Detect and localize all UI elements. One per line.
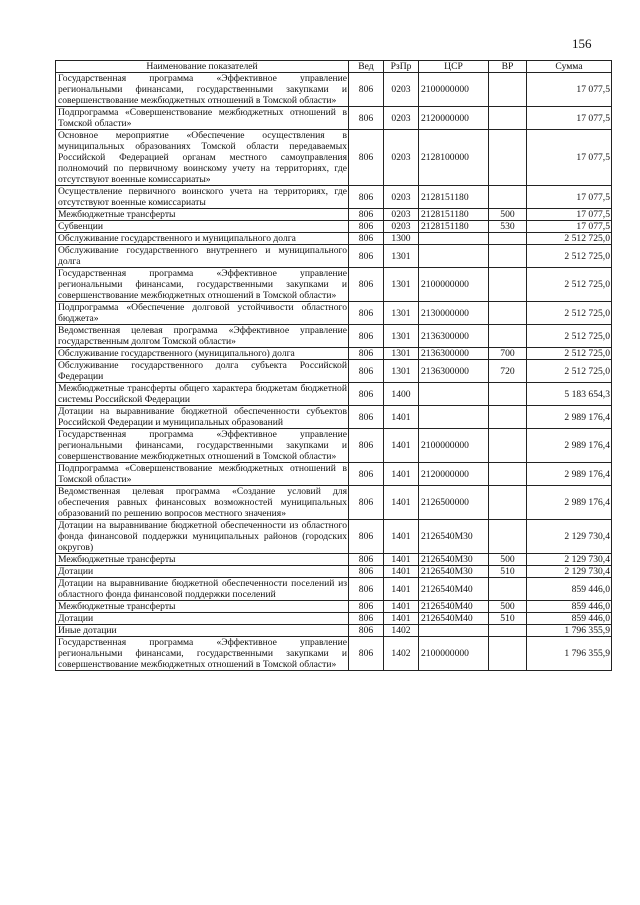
cell-vr bbox=[489, 245, 527, 268]
cell-sum: 2 512 725,0 bbox=[527, 360, 612, 383]
cell-name: Обслуживание государственного и муниципального долга bbox=[56, 233, 349, 245]
cell-sum: 1 796 355,9 bbox=[527, 637, 612, 671]
table-body bbox=[56, 73, 612, 671]
table-row bbox=[56, 463, 612, 486]
table-row bbox=[56, 601, 612, 613]
cell-rzpr: 1400 bbox=[384, 383, 419, 406]
cell-csr: 2126540М30 bbox=[419, 520, 489, 554]
cell-ved: 806 bbox=[349, 578, 384, 601]
cell-sum: 859 446,0 bbox=[527, 578, 612, 601]
cell-sum: 2 129 730,4 bbox=[527, 520, 612, 554]
cell-name: Подпрограмма «Совершенствование межбюджетных отношений в Томской области» bbox=[56, 463, 349, 486]
cell-rzpr: 1401 bbox=[384, 613, 419, 625]
cell-vr: 500 bbox=[489, 554, 527, 566]
page-number: 156 bbox=[572, 36, 592, 51]
cell-ved: 806 bbox=[349, 613, 384, 625]
cell-csr: 2120000000 bbox=[419, 107, 489, 130]
cell-csr: 2126540М40 bbox=[419, 613, 489, 625]
cell-rzpr: 1301 bbox=[384, 348, 419, 360]
cell-rzpr: 1402 bbox=[384, 625, 419, 637]
cell-vr: 720 bbox=[489, 360, 527, 383]
cell-rzpr: 1401 bbox=[384, 566, 419, 578]
cell-ved: 806 bbox=[349, 486, 384, 520]
cell-csr bbox=[419, 245, 489, 268]
table-row bbox=[56, 130, 612, 186]
cell-rzpr: 1401 bbox=[384, 520, 419, 554]
cell-sum: 2 512 725,0 bbox=[527, 233, 612, 245]
cell-csr: 2126540М30 bbox=[419, 554, 489, 566]
cell-ved: 806 bbox=[349, 233, 384, 245]
cell-rzpr: 1401 bbox=[384, 578, 419, 601]
cell-name: Дотации bbox=[56, 566, 349, 578]
cell-vr bbox=[489, 637, 527, 671]
header-rzpr: РзПр bbox=[384, 61, 419, 73]
table-row bbox=[56, 486, 612, 520]
cell-name: Государственная программа «Эффективное управление региональными финансами, государственными закупками и совершенствование межбюджетных отношений в Томской области» bbox=[56, 429, 349, 463]
cell-vr bbox=[489, 625, 527, 637]
cell-sum: 17 077,5 bbox=[527, 130, 612, 186]
cell-vr bbox=[489, 107, 527, 130]
header-name: Наименование показателей bbox=[56, 61, 349, 73]
cell-csr: 2126540М30 bbox=[419, 566, 489, 578]
table-row bbox=[56, 578, 612, 601]
cell-vr: 500 bbox=[489, 601, 527, 613]
table-row bbox=[56, 233, 612, 245]
cell-vr: 530 bbox=[489, 221, 527, 233]
cell-ved: 806 bbox=[349, 107, 384, 130]
cell-ved: 806 bbox=[349, 601, 384, 613]
cell-rzpr: 1401 bbox=[384, 463, 419, 486]
cell-csr: 2136300000 bbox=[419, 348, 489, 360]
cell-name: Государственная программа «Эффективное управление региональными финансами, государственными закупками и совершенствование межбюджетных отношений в Томской области» bbox=[56, 268, 349, 302]
cell-ved: 806 bbox=[349, 130, 384, 186]
cell-name: Осуществление первичного воинского учета на территориях, где отсутствуют военные комиссариаты bbox=[56, 186, 349, 209]
cell-sum: 17 077,5 bbox=[527, 209, 612, 221]
cell-rzpr: 1301 bbox=[384, 245, 419, 268]
cell-rzpr: 1401 bbox=[384, 406, 419, 429]
cell-name: Межбюджетные трансферты bbox=[56, 209, 349, 221]
cell-vr bbox=[489, 302, 527, 325]
table-row bbox=[56, 302, 612, 325]
cell-csr: 2126540М40 bbox=[419, 578, 489, 601]
cell-vr bbox=[489, 73, 527, 107]
cell-csr: 2100000000 bbox=[419, 73, 489, 107]
cell-sum: 2 989 176,4 bbox=[527, 463, 612, 486]
cell-csr: 2130000000 bbox=[419, 302, 489, 325]
cell-name: Межбюджетные трансферты общего характера бюджетам бюджетной системы Российской Федерации bbox=[56, 383, 349, 406]
cell-vr bbox=[489, 486, 527, 520]
cell-sum: 859 446,0 bbox=[527, 613, 612, 625]
cell-ved: 806 bbox=[349, 637, 384, 671]
cell-csr: 2126540М40 bbox=[419, 601, 489, 613]
cell-rzpr: 0203 bbox=[384, 130, 419, 186]
cell-rzpr: 1401 bbox=[384, 486, 419, 520]
cell-ved: 806 bbox=[349, 429, 384, 463]
cell-vr: 700 bbox=[489, 348, 527, 360]
cell-ved: 806 bbox=[349, 463, 384, 486]
cell-rzpr: 1300 bbox=[384, 233, 419, 245]
table-row bbox=[56, 429, 612, 463]
table-row bbox=[56, 554, 612, 566]
cell-rzpr: 1301 bbox=[384, 360, 419, 383]
cell-sum: 2 512 725,0 bbox=[527, 245, 612, 268]
cell-sum: 2 989 176,4 bbox=[527, 429, 612, 463]
cell-ved: 806 bbox=[349, 325, 384, 348]
cell-name: Обслуживание государственного (муниципального) долга bbox=[56, 348, 349, 360]
cell-ved: 806 bbox=[349, 245, 384, 268]
table-row bbox=[56, 73, 612, 107]
cell-csr: 2100000000 bbox=[419, 637, 489, 671]
table-row bbox=[56, 186, 612, 209]
cell-vr bbox=[489, 130, 527, 186]
cell-ved: 806 bbox=[349, 566, 384, 578]
cell-rzpr: 0203 bbox=[384, 209, 419, 221]
cell-vr bbox=[489, 268, 527, 302]
cell-csr bbox=[419, 625, 489, 637]
cell-name: Дотации на выравнивание бюджетной обеспеченности субъектов Российской Федерации и муниципальных образований bbox=[56, 406, 349, 429]
cell-sum: 2 989 176,4 bbox=[527, 406, 612, 429]
cell-sum: 2 512 725,0 bbox=[527, 348, 612, 360]
table-row bbox=[56, 360, 612, 383]
table-row bbox=[56, 325, 612, 348]
cell-name: Субвенции bbox=[56, 221, 349, 233]
cell-csr: 2126500000 bbox=[419, 486, 489, 520]
cell-name: Подпрограмма «Обеспечение долговой устойчивости областного бюджета» bbox=[56, 302, 349, 325]
table-row bbox=[56, 566, 612, 578]
cell-sum: 17 077,5 bbox=[527, 107, 612, 130]
cell-sum: 2 512 725,0 bbox=[527, 268, 612, 302]
table-row bbox=[56, 625, 612, 637]
header-csr: ЦСР bbox=[419, 61, 489, 73]
cell-sum: 859 446,0 bbox=[527, 601, 612, 613]
cell-csr: 2128100000 bbox=[419, 130, 489, 186]
cell-ved: 806 bbox=[349, 520, 384, 554]
cell-vr: 510 bbox=[489, 613, 527, 625]
budget-table bbox=[55, 60, 612, 671]
table-row bbox=[56, 613, 612, 625]
cell-name: Дотации bbox=[56, 613, 349, 625]
cell-csr: 2120000000 bbox=[419, 463, 489, 486]
cell-ved: 806 bbox=[349, 360, 384, 383]
cell-vr bbox=[489, 406, 527, 429]
table-row bbox=[56, 383, 612, 406]
cell-vr bbox=[489, 578, 527, 601]
cell-rzpr: 1301 bbox=[384, 268, 419, 302]
cell-csr bbox=[419, 406, 489, 429]
cell-ved: 806 bbox=[349, 268, 384, 302]
cell-name: Государственная программа «Эффективное управление региональными финансами, государственными закупками и совершенствование межбюджетных отношений в Томской области» bbox=[56, 73, 349, 107]
cell-sum: 17 077,5 bbox=[527, 73, 612, 107]
cell-rzpr: 1401 bbox=[384, 429, 419, 463]
cell-csr: 2100000000 bbox=[419, 429, 489, 463]
cell-name: Государственная программа «Эффективное управление региональными финансами, государственными закупками и совершенствование межбюджетных отношений в Томской области» bbox=[56, 637, 349, 671]
cell-name: Подпрограмма «Совершенствование межбюджетных отношений в Томской области» bbox=[56, 107, 349, 130]
table-row bbox=[56, 637, 612, 671]
cell-rzpr: 0203 bbox=[384, 186, 419, 209]
cell-vr bbox=[489, 325, 527, 348]
cell-ved: 806 bbox=[349, 625, 384, 637]
cell-ved: 806 bbox=[349, 302, 384, 325]
cell-csr: 2128151180 bbox=[419, 186, 489, 209]
cell-rzpr: 1401 bbox=[384, 554, 419, 566]
cell-name: Межбюджетные трансферты bbox=[56, 554, 349, 566]
cell-ved: 806 bbox=[349, 73, 384, 107]
cell-name: Дотации на выравнивание бюджетной обеспеченности из областного фонда финансовой поддержки муниципальных районов (городских округов) bbox=[56, 520, 349, 554]
table-row bbox=[56, 520, 612, 554]
cell-sum: 5 183 654,3 bbox=[527, 383, 612, 406]
cell-csr: 2136300000 bbox=[419, 325, 489, 348]
header-vr: ВР bbox=[489, 61, 527, 73]
cell-vr bbox=[489, 463, 527, 486]
cell-rzpr: 1301 bbox=[384, 325, 419, 348]
cell-sum: 17 077,5 bbox=[527, 221, 612, 233]
cell-sum: 1 796 355,9 bbox=[527, 625, 612, 637]
cell-sum: 2 129 730,4 bbox=[527, 554, 612, 566]
cell-ved: 806 bbox=[349, 348, 384, 360]
cell-name: Ведомственная целевая программа «Создание условий для обеспечения равных финансовых возможностей муниципальных образований по решению вопросов местного значения» bbox=[56, 486, 349, 520]
cell-rzpr: 1401 bbox=[384, 601, 419, 613]
cell-sum: 17 077,5 bbox=[527, 186, 612, 209]
cell-sum: 2 129 730,4 bbox=[527, 566, 612, 578]
table-row bbox=[56, 245, 612, 268]
table-row bbox=[56, 268, 612, 302]
cell-csr bbox=[419, 383, 489, 406]
cell-ved: 806 bbox=[349, 186, 384, 209]
cell-vr bbox=[489, 520, 527, 554]
cell-rzpr: 0203 bbox=[384, 107, 419, 130]
cell-vr: 510 bbox=[489, 566, 527, 578]
cell-csr bbox=[419, 233, 489, 245]
table-row bbox=[56, 221, 612, 233]
cell-vr bbox=[489, 383, 527, 406]
cell-name: Иные дотации bbox=[56, 625, 349, 637]
cell-csr: 2100000000 bbox=[419, 268, 489, 302]
cell-name: Обслуживание государственного внутреннего и муниципального долга bbox=[56, 245, 349, 268]
table-row bbox=[56, 107, 612, 130]
cell-rzpr: 0203 bbox=[384, 221, 419, 233]
cell-name: Дотации на выравнивание бюджетной обеспеченности поселений из областного фонда финансовой поддержки поселений bbox=[56, 578, 349, 601]
table-header-row bbox=[56, 61, 612, 73]
cell-ved: 806 bbox=[349, 406, 384, 429]
cell-ved: 806 bbox=[349, 383, 384, 406]
cell-csr: 2136300000 bbox=[419, 360, 489, 383]
cell-name: Ведомственная целевая программа «Эффективное управление государственным долгом Томской области» bbox=[56, 325, 349, 348]
cell-csr: 2128151180 bbox=[419, 221, 489, 233]
header-ved: Вед bbox=[349, 61, 384, 73]
cell-rzpr: 0203 bbox=[384, 73, 419, 107]
cell-vr bbox=[489, 186, 527, 209]
header-sum: Сумма bbox=[527, 61, 612, 73]
cell-ved: 806 bbox=[349, 209, 384, 221]
cell-sum: 2 989 176,4 bbox=[527, 486, 612, 520]
cell-ved: 806 bbox=[349, 554, 384, 566]
cell-name: Межбюджетные трансферты bbox=[56, 601, 349, 613]
cell-sum: 2 512 725,0 bbox=[527, 302, 612, 325]
cell-sum: 2 512 725,0 bbox=[527, 325, 612, 348]
cell-name: Основное мероприятие «Обеспечение осуществления в муниципальных образованиях Томской области передаваемых Российской Федерацией органам местного самоуправления полномочий по первичному воинскому учету на территориях, где отсутствуют военные комиссариаты» bbox=[56, 130, 349, 186]
cell-vr: 500 bbox=[489, 209, 527, 221]
cell-ved: 806 bbox=[349, 221, 384, 233]
cell-name: Обслуживание государственного долга субъекта Российской Федерации bbox=[56, 360, 349, 383]
cell-rzpr: 1402 bbox=[384, 637, 419, 671]
cell-rzpr: 1301 bbox=[384, 302, 419, 325]
cell-vr bbox=[489, 429, 527, 463]
table-row bbox=[56, 209, 612, 221]
cell-csr: 2128151180 bbox=[419, 209, 489, 221]
table-row bbox=[56, 348, 612, 360]
table-row bbox=[56, 406, 612, 429]
cell-vr bbox=[489, 233, 527, 245]
